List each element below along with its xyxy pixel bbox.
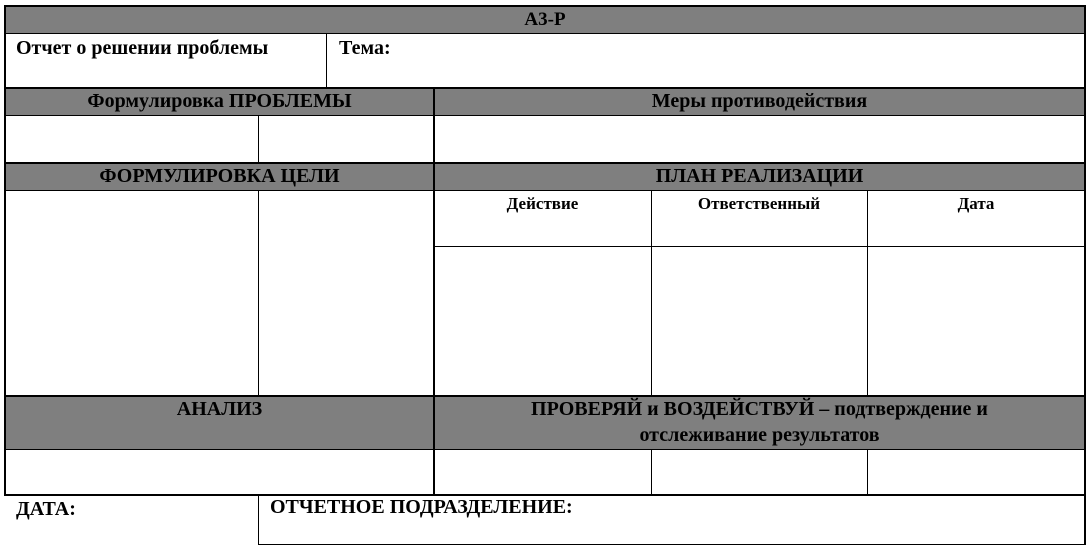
analysis-header: АНАЛИЗ	[176, 398, 263, 420]
rule	[4, 5, 1086, 7]
rule	[1084, 5, 1086, 545]
countermeasures-header: Меры противодействия	[651, 90, 868, 112]
report-title: Отчет о решении проблемы	[16, 37, 269, 59]
check-header-line1: ПРОВЕРЯЙ и ВОЗДЕЙСТВУЙ – подтверждение и	[531, 398, 988, 420]
plan-header: ПЛАН РЕАЛИЗАЦИИ	[655, 165, 864, 187]
rule	[651, 449, 652, 495]
rule	[4, 33, 1086, 34]
rule	[4, 395, 1086, 397]
check-header-line2: отслеживание результатов	[639, 424, 880, 446]
rule	[258, 544, 1086, 545]
plan-column-responsible: Ответственный	[697, 194, 821, 213]
goal-header: ФОРМУЛИРОВКА ЦЕЛИ	[99, 165, 340, 187]
plan-column-date: Дата	[957, 194, 995, 213]
rule	[258, 495, 259, 545]
problem-header: Формулировка ПРОБЛЕМЫ	[87, 90, 352, 112]
rule	[4, 449, 1086, 450]
rule	[4, 115, 1086, 116]
form-code: A3-P	[524, 9, 566, 30]
rule	[4, 5, 6, 496]
department-label: ОТЧЕТНОЕ ПОДРАЗДЕЛЕНИЕ:	[270, 496, 573, 518]
rule	[4, 190, 1086, 191]
rule	[434, 246, 1086, 247]
rule	[4, 87, 1086, 89]
rule	[258, 115, 259, 163]
date-label: ДАТА:	[16, 498, 76, 520]
rule	[258, 190, 259, 396]
rule	[867, 190, 868, 396]
rule	[326, 33, 327, 88]
rule	[867, 449, 868, 495]
rule	[4, 162, 1086, 164]
rule	[651, 190, 652, 396]
topic-label: Тема:	[339, 37, 391, 59]
plan-column-action: Действие	[506, 194, 579, 213]
